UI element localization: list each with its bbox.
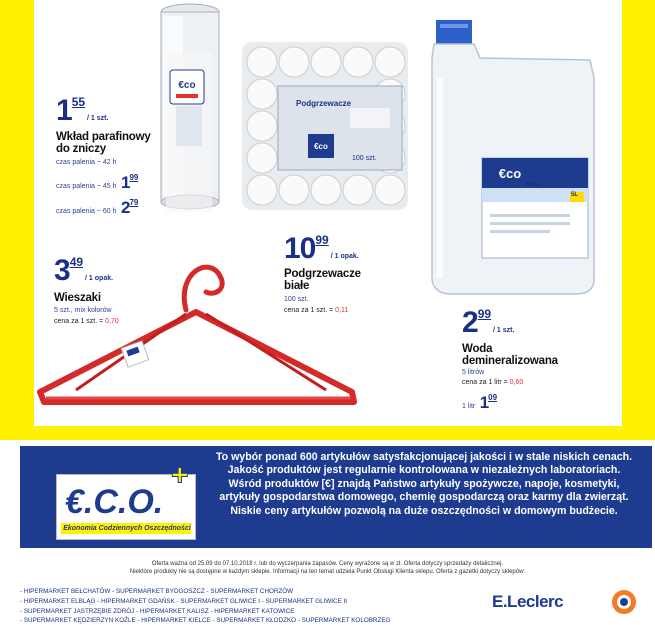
hangers-price-dec: 49 xyxy=(69,255,84,269)
candle-price2-dec: 99 xyxy=(129,173,139,182)
candle-variant2: czas palenia ~ 45 h xyxy=(56,183,117,190)
hangers-unit: / 1 opak. xyxy=(85,275,114,282)
candle-variant2-row xyxy=(56,173,138,193)
water-bottle-volume: 5L xyxy=(571,192,579,198)
leclerc-logo-text: E.Leclerc xyxy=(492,592,564,611)
candle-variant1: czas palenia ~ 42 h xyxy=(56,159,117,166)
tealights-unit: / 1 opak. xyxy=(330,253,359,260)
water-per-label: cena za 1 litr = xyxy=(462,379,510,386)
hangers-price-int: 3 xyxy=(54,254,70,287)
water-per-value: 0,60 xyxy=(509,379,524,386)
water-alt-price-dec: 09 xyxy=(488,393,498,402)
eco-tagline: Ekonomia Codziennych Oszczędności xyxy=(63,525,191,532)
hangers-sub: 5 szt., mix kolorów xyxy=(54,307,112,314)
fine-print xyxy=(0,560,655,576)
candle-variant3: czas palenia ~ 60 h xyxy=(56,208,117,215)
water-bottle-label: Woda xyxy=(524,182,541,188)
water-bottle-image xyxy=(430,18,598,296)
water-name: Woda demineralizowana xyxy=(462,343,558,367)
eco-description xyxy=(200,451,648,518)
water-alt-label: 1 litr xyxy=(462,403,476,410)
eco-text-line: Wśród produktów [€] znajdą Państwo artykuły spożywcze, napoje, kosmetyki, xyxy=(228,477,620,490)
candle-image xyxy=(156,2,224,212)
svg-text:€co: €co xyxy=(314,142,328,151)
svg-text:€.C.O.: €.C.O. xyxy=(65,483,164,521)
product-panel xyxy=(34,0,622,426)
tealights-pack-label: Podgrzewacze xyxy=(296,99,352,108)
eco-text-line: Jakość produktów jest regularnie kontrolowana w niezależnych laboratoriach. xyxy=(227,464,621,477)
tealights-per-label: cena za 1 szt. = xyxy=(284,307,336,314)
candle-price2-int: 1 xyxy=(120,173,130,192)
store-list-line1: - HIPERMARKET BEŁCHATÓW - SUPERMARKET BYDGOSZCZ - SUPERMARKET CHORZÓW xyxy=(20,588,294,595)
tealights-per-value: 0,11 xyxy=(335,307,349,314)
svg-text:€co: €co xyxy=(498,166,522,181)
water-unit: / 1 szt. xyxy=(493,327,515,334)
candle-price3-dec: 79 xyxy=(129,198,139,207)
hanger-image xyxy=(36,252,358,422)
store-list-line3: - SUPERMARKET JASTRZĘBIE ZDRÓJ - HIPERMARKET KALISZ - HIPERMARKET KATOWICE xyxy=(20,608,295,615)
hangers-per-value: 0,70 xyxy=(105,318,119,325)
tealights-sub: 100 szt. xyxy=(284,296,309,303)
tealights-name: Podgrzewacze białe xyxy=(284,268,361,292)
water-price xyxy=(462,308,514,338)
eco-logo-plus: + xyxy=(171,459,189,492)
eco-text-line: To wybór ponad 600 artykułów satysfakcjonującej jakości i w stale niskich cenach. xyxy=(215,451,633,463)
candle-price-int: 1 xyxy=(56,94,72,127)
hangers-name: Wieszaki xyxy=(54,292,101,304)
water-price-int: 2 xyxy=(462,306,478,339)
svg-text:€co: €co xyxy=(178,80,196,91)
water-alt-price-row xyxy=(462,393,497,413)
candle-price xyxy=(56,96,108,126)
tealights-price-int: 10 xyxy=(284,232,316,265)
hangers-per-label: cena za 1 szt. = xyxy=(54,318,106,325)
candle-name: Wkład parafinowy do zniczy xyxy=(56,131,151,155)
eco-text-line: Niskie ceny artykułów pozwolą na duże oszczędności w domowym budżecie. xyxy=(230,504,618,517)
fine-print-line2: Niektóre produkty nie są dostępne w każdym sklepie. Informacji na ten temat udziela Punkt Obsługi Klienta sklepu. Oferta z gazetki dotyczy sklepów: xyxy=(129,569,526,575)
store-list-line2: - HIPERMARKET ELBLĄG - HIPERMARKET GDAŃSK - SUPERMARKET GLIWICE I - SUPERMARKET GLIWICE II xyxy=(20,598,348,605)
tealights-price-dec: 99 xyxy=(315,233,329,247)
fine-print-line1: Oferta ważna od 25.09 do 07.10.2018 r. lub do wyczerpania zapasów. Ceny wyrażone są w zł. Oferta dotyczy sprzedaży detalicznej. xyxy=(151,561,504,567)
tealights-pack-count: 100 szt. xyxy=(352,155,377,162)
candle-variant3-row xyxy=(56,198,138,218)
store-list-line4: - SUPERMARKET KĘDZIERZYN KOŹLE - HIPERMARKET KIELCE - SUPERMARKET KŁODZKO - SUPERMARKET KOLOBRZEG xyxy=(20,617,391,624)
eco-text-line: artykuły gospodarstwa domowego, chemię gospodarczą oraz karmy dla zwierząt. xyxy=(219,491,629,504)
tealights-image xyxy=(240,40,410,212)
eco-logo xyxy=(56,459,196,540)
candle-price3-int: 2 xyxy=(120,198,130,217)
leclerc-logo-icon xyxy=(612,590,636,614)
candle-unit: / 1 szt. xyxy=(87,115,109,122)
water-sub: 5 litrów xyxy=(462,369,485,376)
water-per-unit xyxy=(462,378,523,388)
candle-price-dec: 55 xyxy=(71,95,86,109)
water-price-dec: 99 xyxy=(477,307,492,321)
water-alt-price-int: 1 xyxy=(479,393,489,412)
